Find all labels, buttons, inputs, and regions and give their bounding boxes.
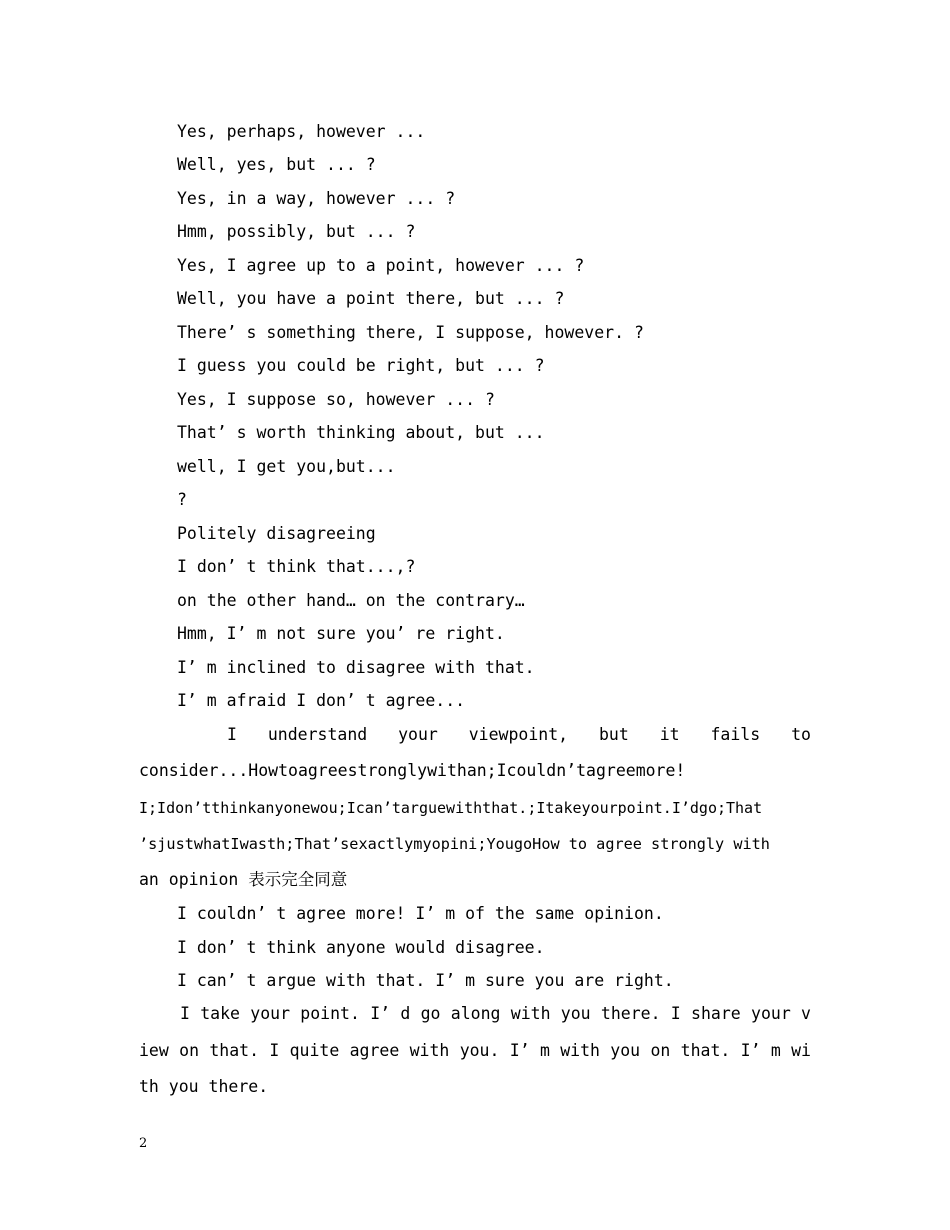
text-line: Hmm, I’ m not sure you’ re right. — [177, 624, 505, 643]
section-heading: Politely disagreeing — [177, 524, 376, 543]
text-line: I’ m inclined to disagree with that. — [177, 658, 535, 677]
text-line: on the other hand… on the contrary… — [177, 591, 525, 610]
paragraph-line-justified — [227, 725, 811, 745]
text-line: I guess you could be right, but ... ? — [177, 356, 545, 375]
text-line: well, I get you,but... — [177, 457, 396, 476]
page-number: 2 — [139, 1136, 148, 1151]
paragraph-line: consider...Howtoagreestronglywithan;Icouldn’tagreemore! — [139, 761, 686, 780]
word: viewpoint, — [468, 725, 569, 744]
word: it — [659, 725, 680, 744]
text-line: ? — [177, 490, 187, 509]
paragraph-line: an opinion 表示完全同意 — [139, 870, 348, 889]
word: understand — [267, 725, 368, 744]
word: fails — [710, 725, 761, 744]
text-line: I’ m afraid I don’ t agree... — [177, 691, 466, 710]
text-line: I can’ t argue with that. I’ m sure you are right. — [177, 971, 674, 990]
paragraph-line: ’sjustwhatIwasth;That’sexactlymyopini;YougoHow to agree strongly with — [139, 835, 770, 853]
text-line: I don’ t think anyone would disagree. — [177, 938, 545, 957]
word: your — [398, 725, 438, 744]
word: to — [791, 725, 811, 744]
text-line: There’ s something there, I suppose, however. ? — [177, 323, 644, 342]
text-line: Yes, I suppose so, however ... ? — [177, 390, 495, 409]
paragraph-agree: I take your point. I’ d go along with you there. I share your view on that. I quite agree with you. I’ m with you on that. I’ m with you there. — [139, 1004, 811, 1096]
paragraph-line: I;Idon’tthinkanyonewou;Ican’targuewiththat.;Itakeyourpoint.I’dgo;That — [139, 799, 763, 817]
text-line: Well, you have a point there, but ... ? — [177, 289, 565, 308]
text-line: Well, yes, but ... ? — [177, 155, 376, 174]
text-line: Yes, in a way, however ... ? — [177, 189, 456, 208]
text-line: I couldn’ t agree more! I’ m of the same opinion. — [177, 904, 664, 923]
text-line: I don’ t think that...,? — [177, 557, 416, 576]
text-line: Yes, perhaps, however ... — [177, 122, 426, 141]
word: but — [599, 725, 629, 744]
word: I — [227, 725, 237, 744]
text-line: Hmm, possibly, but ... ? — [177, 222, 416, 241]
text-line: Yes, I agree up to a point, however ... ? — [177, 256, 585, 275]
text-line: That’ s worth thinking about, but ... — [177, 423, 545, 442]
